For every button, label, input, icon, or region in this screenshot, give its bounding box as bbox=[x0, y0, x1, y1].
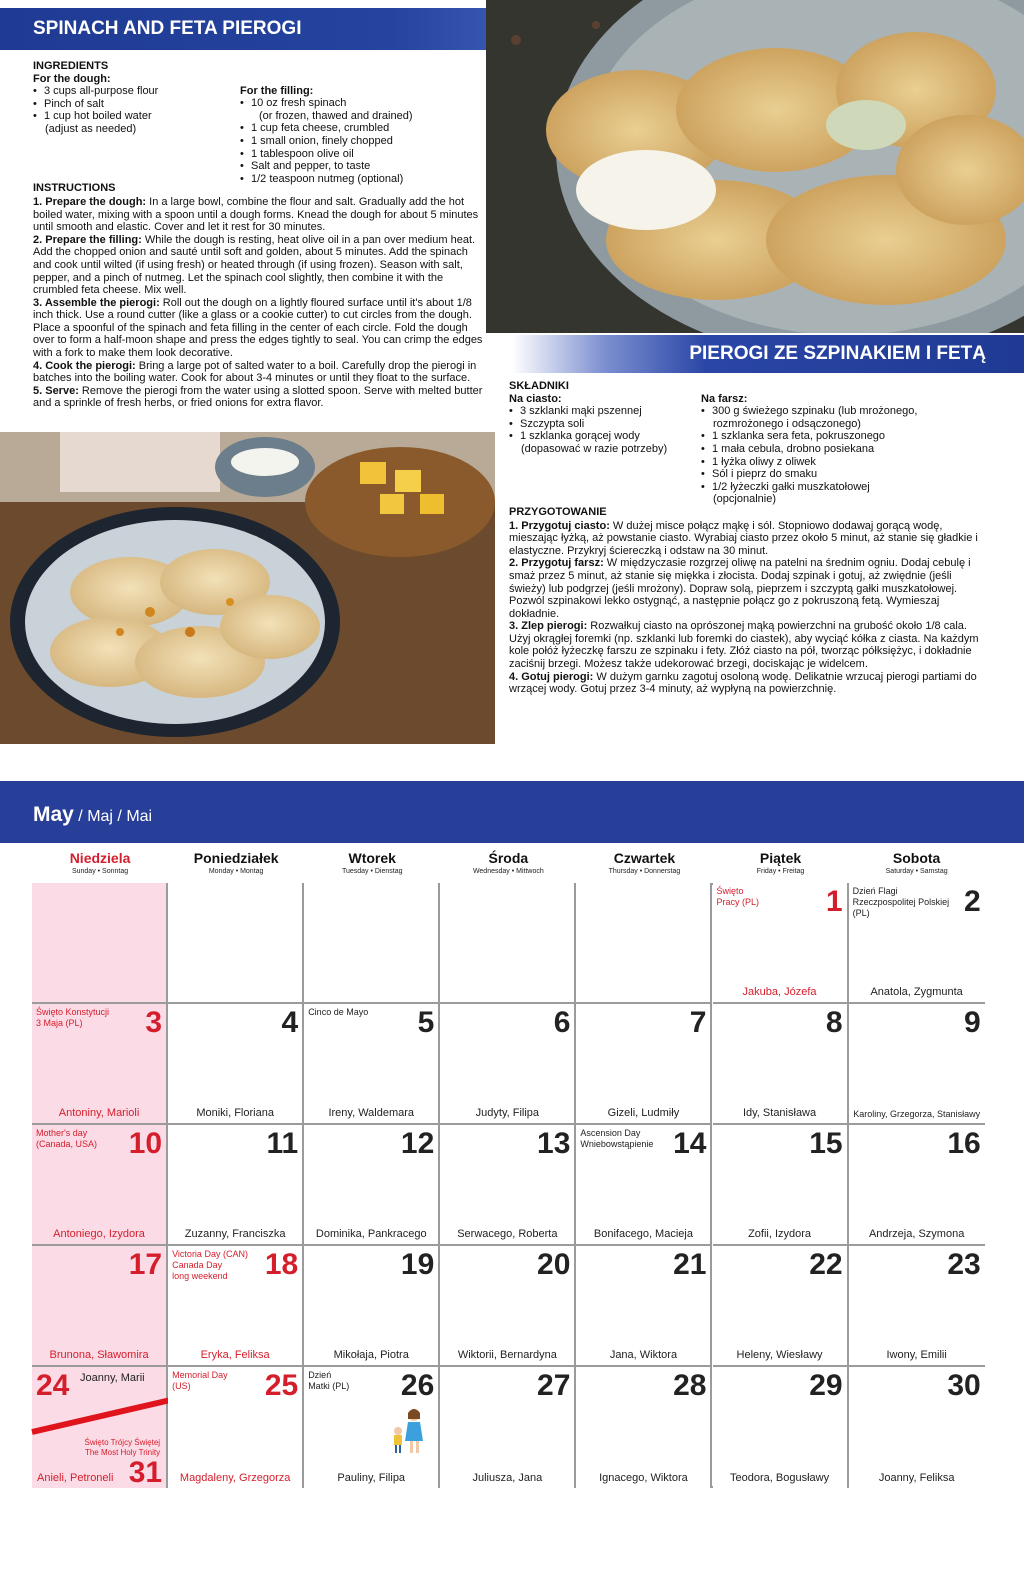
filling1-note-pl: rozmrożonego i odsączonego) bbox=[713, 417, 861, 430]
day-number: 29 bbox=[809, 1369, 843, 1402]
weekday-name: Wtorek bbox=[348, 850, 396, 866]
name-days: Jakuba, Józefa bbox=[742, 986, 817, 998]
month-title bbox=[33, 803, 152, 827]
weekday-sub: Thursday • Donnerstag bbox=[608, 868, 681, 875]
holiday-label: Ascension Day Wniebowstąpienie bbox=[580, 1128, 654, 1149]
step-text: Remove the pierogi from the water using a slotted spoon. Serve with melted butter and a sprinkle of fresh herbs, or fried onions for extra flavor. bbox=[33, 384, 483, 410]
weekday-3 bbox=[440, 850, 576, 880]
step-label: 3. Assemble the pierogi: bbox=[33, 296, 160, 309]
day-number: 14 bbox=[673, 1127, 707, 1160]
name-days: Idy, Stanisława bbox=[742, 1107, 817, 1119]
step-text: Roll out the dough on a lightly floured surface until it's about 1/8 inch thick. Use a round cutter (like a glass or a cookie cutter) to cut circles from the dough. Place a spoonful of the spinach and feta filling in the center of each circle. Fold the dough over to form a half-moon shape and press the edges tightly to seal. You can crimp the edges with a fork to make them look decorative. bbox=[33, 296, 483, 360]
calendar-grid bbox=[32, 883, 985, 1488]
name-days: Serwacego, Roberta bbox=[457, 1228, 558, 1240]
step-text: W dużym garnku zagotuj osoloną wodę. Delikatnie wrzucaj pierogi partiami do wrzącej wody. Gotuj przez 3-4 minuty, aż wypłyną na powierzchnię. bbox=[509, 670, 977, 696]
ingredients-heading-en: INGREDIENTS bbox=[33, 60, 109, 72]
day-number: 25 bbox=[264, 1369, 299, 1402]
month-name: May bbox=[33, 803, 74, 826]
pierogi-photo-top bbox=[486, 0, 1024, 333]
weekday-sub: Friday • Freitag bbox=[756, 868, 805, 875]
name-days: Joanny, Marii bbox=[80, 1372, 145, 1384]
recipe-body-en bbox=[33, 60, 483, 410]
day-cell-9[interactable] bbox=[849, 1004, 985, 1125]
step bbox=[509, 671, 979, 696]
dough-note-pl: (dopasować w razie potrzeby) bbox=[521, 442, 668, 455]
calendar-header-band bbox=[0, 781, 1024, 843]
weekday-name: Czwartek bbox=[613, 850, 676, 866]
day-cell-22[interactable] bbox=[713, 1246, 849, 1367]
weekday-5 bbox=[713, 850, 849, 880]
name-days: Ireny, Waldemara bbox=[328, 1107, 415, 1119]
list-item: • 1/2 teaspoon nutmeg (optional) bbox=[240, 173, 483, 186]
holiday-label: Święto Konstytucji 3 Maja (PL) bbox=[36, 1007, 110, 1028]
day-cell-12[interactable] bbox=[304, 1125, 440, 1246]
step-label: 2. Prepare the filling: bbox=[33, 233, 142, 246]
name-days: Gizeli, Ludmiły bbox=[607, 1107, 680, 1119]
day-cell-6[interactable] bbox=[440, 1004, 576, 1125]
list-item: • Salt and pepper, to taste bbox=[240, 160, 483, 173]
name-days: Zuzanny, Franciszka bbox=[184, 1228, 286, 1240]
day-number: 27 bbox=[537, 1369, 571, 1402]
name-days: Magdaleny, Grzegorza bbox=[179, 1472, 291, 1484]
name-days: Andrzeja, Szymona bbox=[868, 1228, 965, 1240]
weekday-6 bbox=[849, 850, 985, 880]
name-days: Karoliny, Grzegorza, Stanisławy bbox=[853, 1109, 981, 1119]
day-cell-empty bbox=[576, 883, 712, 1004]
day-cell-14[interactable] bbox=[576, 1125, 712, 1246]
list-item: • 3 cups all-purpose flour bbox=[33, 85, 240, 98]
day-cell-empty bbox=[32, 883, 168, 1004]
day-number: 20 bbox=[537, 1248, 571, 1281]
step bbox=[33, 196, 483, 234]
day-cell-10[interactable] bbox=[32, 1125, 168, 1246]
step bbox=[509, 620, 979, 670]
filling-list-en-rest bbox=[240, 122, 483, 185]
day-number: 13 bbox=[537, 1127, 571, 1160]
list-item: • 1 szklanka gorącej wody bbox=[509, 430, 701, 443]
list-item: • 1 cup feta cheese, crumbled bbox=[240, 122, 483, 135]
list-item: • 1 cup hot boiled water bbox=[33, 110, 240, 123]
name-days: Eryka, Feliksa bbox=[200, 1349, 270, 1361]
step-label: 2. Przygotuj farsz: bbox=[509, 557, 604, 570]
step bbox=[509, 557, 979, 620]
dough-note-en: (adjust as needed) bbox=[45, 122, 137, 135]
name-days: Jana, Wiktora bbox=[609, 1349, 678, 1361]
filling-note-en: (or frozen, thawed and drained) bbox=[259, 109, 413, 122]
filling-heading-en: For the filling: bbox=[240, 84, 314, 97]
day-number: 12 bbox=[400, 1127, 435, 1160]
day-cell-empty bbox=[304, 883, 440, 1004]
holiday-label: Mother's day (Canada, USA) bbox=[36, 1128, 98, 1149]
day-number: 9 bbox=[964, 1006, 981, 1039]
day-number: 31 bbox=[128, 1456, 163, 1489]
day-number: 4 bbox=[281, 1006, 299, 1039]
dough-list-pl bbox=[509, 405, 701, 443]
day-cell-20[interactable] bbox=[440, 1246, 576, 1367]
name-days: Juliusza, Jana bbox=[472, 1472, 543, 1484]
day-number: 15 bbox=[809, 1127, 843, 1160]
holiday-label: Cinco de Mayo bbox=[308, 1007, 369, 1017]
weekday-sub: Wednesday • Mittwoch bbox=[472, 868, 544, 875]
weekday-name: Piątek bbox=[759, 850, 802, 866]
holiday-label: Memorial Day (US) bbox=[172, 1370, 228, 1391]
day-number: 26 bbox=[400, 1369, 435, 1402]
step-text: In a large bowl, combine the flour and salt. Gradually add the hot boiled water, mixing with a spoon until a dough forms. Knead the dough for about 5 minutes until smooth and elastic. Cover and let it rest for 30 minutes. bbox=[33, 195, 479, 234]
day-cell-23[interactable] bbox=[849, 1246, 985, 1367]
day-cell-29[interactable] bbox=[713, 1367, 849, 1488]
step-text: Rozwałkuj ciasto na oprószonej mąką powierzchni na grubość około 1/8 cala. Użyj okrągłej foremki (np. szklanki lub foremki do ciastek), aby wyciąć kółka z ciasta. Na każdym kole połóż łyżeczkę farszu ze szpinaku i fety. Złóż ciasto na pół, tworząc półksiężyc, i dokładnie zaciśnij brzegi. Możesz także udekorować brzegi, dociskając je widelcem. bbox=[509, 620, 979, 671]
filling-list-en bbox=[240, 97, 483, 110]
name-days: Iwony, Emilii bbox=[886, 1349, 947, 1361]
weekday-sub: Monday • Montag bbox=[208, 868, 264, 875]
list-item: • 1 small onion, finely chopped bbox=[240, 135, 483, 148]
step-text: W dużej misce połącz mąkę i sól. Stopniowo dodawaj gorącą wodę, mieszając łyżką, aż powstanie ciasto. Wyrabiaj ciasto przez około 5 minut, aż stanie się gładkie i elastyczne. Przykryj ściereczką i odstaw na 30 minut. bbox=[509, 519, 978, 557]
day-number: 1 bbox=[825, 885, 843, 918]
day-cell-27[interactable] bbox=[440, 1367, 576, 1488]
day-number: 2 bbox=[964, 885, 981, 918]
day-cell-2[interactable] bbox=[849, 883, 985, 1004]
day-number: 28 bbox=[673, 1369, 707, 1402]
day-number: 5 bbox=[417, 1006, 435, 1039]
filling-heading-pl: Na farsz: bbox=[701, 392, 748, 405]
filling-list-pl bbox=[701, 405, 979, 418]
step bbox=[33, 385, 483, 410]
day-cell-16[interactable] bbox=[849, 1125, 985, 1246]
dough-heading-en: For the dough: bbox=[33, 72, 111, 85]
recipe-title-en: SPINACH AND FETA PIEROGI bbox=[0, 8, 490, 50]
pierogi-photo-bottom bbox=[0, 432, 495, 744]
name-days: Heleny, Wiesławy bbox=[736, 1349, 823, 1361]
day-number: 3 bbox=[145, 1006, 163, 1039]
day-cell-26[interactable] bbox=[304, 1367, 440, 1488]
filling-list-pl-rest bbox=[701, 430, 979, 493]
weekday-2 bbox=[304, 850, 440, 880]
weekday-0 bbox=[32, 850, 168, 880]
name-days: Brunona, Sławomira bbox=[49, 1349, 149, 1361]
ingredients-heading-pl: SKŁADNIKI bbox=[509, 380, 569, 392]
day-cell-8[interactable] bbox=[713, 1004, 849, 1125]
day-cell-3[interactable] bbox=[32, 1004, 168, 1125]
name-days: Dominika, Pankracego bbox=[315, 1228, 427, 1240]
day-cell-11[interactable] bbox=[168, 1125, 304, 1246]
list-item: • 1 mała cebula, drobno posiekana bbox=[701, 443, 979, 456]
mother-child-icon bbox=[388, 1407, 428, 1457]
name-days: Pauliny, Filipa bbox=[337, 1472, 406, 1484]
instructions-pl bbox=[509, 520, 979, 696]
day-number: 11 bbox=[266, 1127, 299, 1160]
dough-heading-pl: Na ciasto: bbox=[509, 392, 562, 405]
day-number: 24 bbox=[36, 1369, 70, 1402]
recipe-title-pl: PIEROGI ZE SZPINAKIEM I FETĄ bbox=[512, 335, 1024, 373]
step-label: 5. Serve: bbox=[33, 384, 79, 397]
name-days: Anieli, Petroneli bbox=[37, 1472, 114, 1484]
instructions-heading-en: INSTRUCTIONS bbox=[33, 182, 116, 195]
day-cell-18[interactable] bbox=[168, 1246, 304, 1367]
month-name-alt: / Maj / Mai bbox=[73, 808, 153, 825]
weekday-sub: Tuesday • Dienstag bbox=[341, 868, 403, 875]
day-number: 10 bbox=[128, 1127, 163, 1160]
day-number: 8 bbox=[825, 1006, 843, 1039]
holiday-label: Święto Pracy (PL) bbox=[716, 886, 760, 907]
holiday-label: Dzień Flagi Rzeczpospolitej Polskiej (PL) bbox=[852, 886, 950, 918]
day-number: 7 bbox=[689, 1006, 707, 1039]
weekday-1 bbox=[168, 850, 304, 880]
filling-note-pl: (opcjonalnie) bbox=[713, 493, 776, 506]
step bbox=[33, 360, 483, 385]
step-text: W międzyczasie rozgrzej oliwę na patelni na średnim ogniu. Dodaj cebulę i smaż przez 5 minut, aż stanie się miękka i złocista. Dodaj szpinak i gotuj, aż zwiędnie (jeśli świeży) lub podgrzej (jeśli mrożony). Dopraw solą, pieprzem i szczyptą gałki muszkatołowej. Pozwól szpinakowi lekko ostygnąć, a następnie połącz go z pokruszoną fetą. Wymieszaj dokładnie. bbox=[509, 557, 971, 620]
day-cell-15[interactable] bbox=[713, 1125, 849, 1246]
day-number: 18 bbox=[264, 1248, 299, 1281]
weekday-sub: Sunday • Sonntag bbox=[71, 868, 129, 875]
list-item: • Pinch of salt bbox=[33, 98, 240, 111]
step-label: 3. Zlep pierogi: bbox=[509, 620, 588, 633]
name-days: Ignacego, Wiktora bbox=[599, 1472, 688, 1484]
day-number: 6 bbox=[553, 1006, 571, 1039]
recipe-body-pl bbox=[509, 380, 979, 696]
list-item: • 10 oz fresh spinach bbox=[240, 97, 483, 110]
day-number: 30 bbox=[947, 1369, 981, 1402]
step-label: 1. Przygotuj ciasto: bbox=[509, 519, 610, 532]
name-days: Antoniny, Marioli bbox=[58, 1107, 140, 1119]
name-days: Teodora, Bogusławy bbox=[730, 1472, 830, 1484]
instructions-heading-pl: PRZYGOTOWANIE bbox=[509, 505, 607, 518]
step-text: Bring a large pot of salted water to a boil. Carefully drop the pierogi in batches into the boiling water. Cook for about 3-4 minutes or until they float to the surface. bbox=[33, 359, 477, 385]
instructions-en bbox=[33, 196, 483, 410]
list-item: • 1 łyżka oliwy z oliwek bbox=[701, 456, 979, 469]
diagonal-divider bbox=[31, 1398, 169, 1435]
day-cell-5[interactable] bbox=[304, 1004, 440, 1125]
list-item: • 1 tablespoon olive oil bbox=[240, 148, 483, 161]
day-number: 23 bbox=[947, 1248, 981, 1281]
name-days: Joanny, Feliksa bbox=[878, 1472, 955, 1484]
step bbox=[33, 234, 483, 297]
weekday-sub: Saturday • Samstag bbox=[885, 868, 948, 875]
holiday-label: Victoria Day (CAN) Canada Day long weekend bbox=[172, 1249, 248, 1281]
step-label: 1. Prepare the dough: bbox=[33, 195, 147, 208]
name-days: Moniki, Floriana bbox=[196, 1107, 274, 1119]
name-days: Zofii, Izydora bbox=[748, 1228, 812, 1240]
day-cell-25[interactable] bbox=[168, 1367, 304, 1488]
day-cell-21[interactable] bbox=[576, 1246, 712, 1367]
list-item: • 300 g świeżego szpinaku (lub mrożonego, bbox=[701, 405, 979, 418]
day-number: 17 bbox=[128, 1248, 163, 1281]
day-cell-19[interactable] bbox=[304, 1246, 440, 1367]
day-cell-30[interactable] bbox=[849, 1367, 985, 1488]
step-text: While the dough is resting, heat olive oil in a pan over medium heat. Add the chopped onion and sauté until soft and golden, about 5 minutes. Add the spinach and cook until wilted (if using fresh) or heated through (if using frozen). Season with salt, pepper, and a pinch of nutmeg. Let the spinach cool slightly, then combine it with the crumbled feta cheese. Mix well. bbox=[33, 233, 476, 297]
step-label: 4. Cook the pierogi: bbox=[33, 359, 136, 372]
day-number: 16 bbox=[947, 1127, 981, 1160]
dough-list-en bbox=[33, 85, 240, 123]
name-days: Antoniego, Izydora bbox=[53, 1228, 145, 1240]
list-item: • 1/2 łyżeczki gałki muszkatołowej bbox=[701, 481, 979, 494]
day-number: 22 bbox=[809, 1248, 843, 1281]
weekday-4 bbox=[576, 850, 712, 880]
holiday-label: Święto Trójcy Świętej The Most Holy Trinity bbox=[84, 1438, 161, 1457]
day-number: 21 bbox=[673, 1248, 707, 1281]
name-days: Wiktorii, Bernardyna bbox=[457, 1349, 557, 1361]
holiday-label: Dzień Matki (PL) bbox=[308, 1370, 350, 1391]
weekday-name: Sobota bbox=[892, 850, 941, 866]
name-days: Bonifacego, Macieja bbox=[593, 1228, 693, 1240]
weekday-name: Niedziela bbox=[69, 850, 131, 866]
weekday-name: Środa bbox=[488, 850, 529, 866]
step bbox=[509, 520, 979, 558]
day-cell-empty bbox=[168, 883, 304, 1004]
day-number: 19 bbox=[400, 1248, 435, 1281]
step bbox=[33, 297, 483, 360]
weekday-name: Poniedziałek bbox=[193, 850, 279, 866]
list-item: • 3 szklanki mąki pszennej bbox=[509, 405, 701, 418]
step-label: 4. Gotuj pierogi: bbox=[509, 670, 594, 683]
list-item: • Szczypta soli bbox=[509, 418, 701, 431]
day-cell-empty bbox=[440, 883, 576, 1004]
list-item: • Sól i pieprz do smaku bbox=[701, 468, 979, 481]
day-cell-24[interactable] bbox=[32, 1367, 168, 1488]
name-days: Anatola, Zygmunta bbox=[870, 986, 963, 998]
name-days: Mikołaja, Piotra bbox=[333, 1349, 409, 1361]
list-item: • 1 szklanka sera feta, pokruszonego bbox=[701, 430, 979, 443]
day-cell-17[interactable] bbox=[32, 1246, 168, 1367]
day-cell-13[interactable] bbox=[440, 1125, 576, 1246]
name-days: Judyty, Filipa bbox=[475, 1107, 540, 1119]
day-cell-7[interactable] bbox=[576, 1004, 712, 1125]
day-cell-28[interactable] bbox=[576, 1367, 712, 1488]
day-cell-1[interactable] bbox=[713, 883, 849, 1004]
day-cell-4[interactable] bbox=[168, 1004, 304, 1125]
